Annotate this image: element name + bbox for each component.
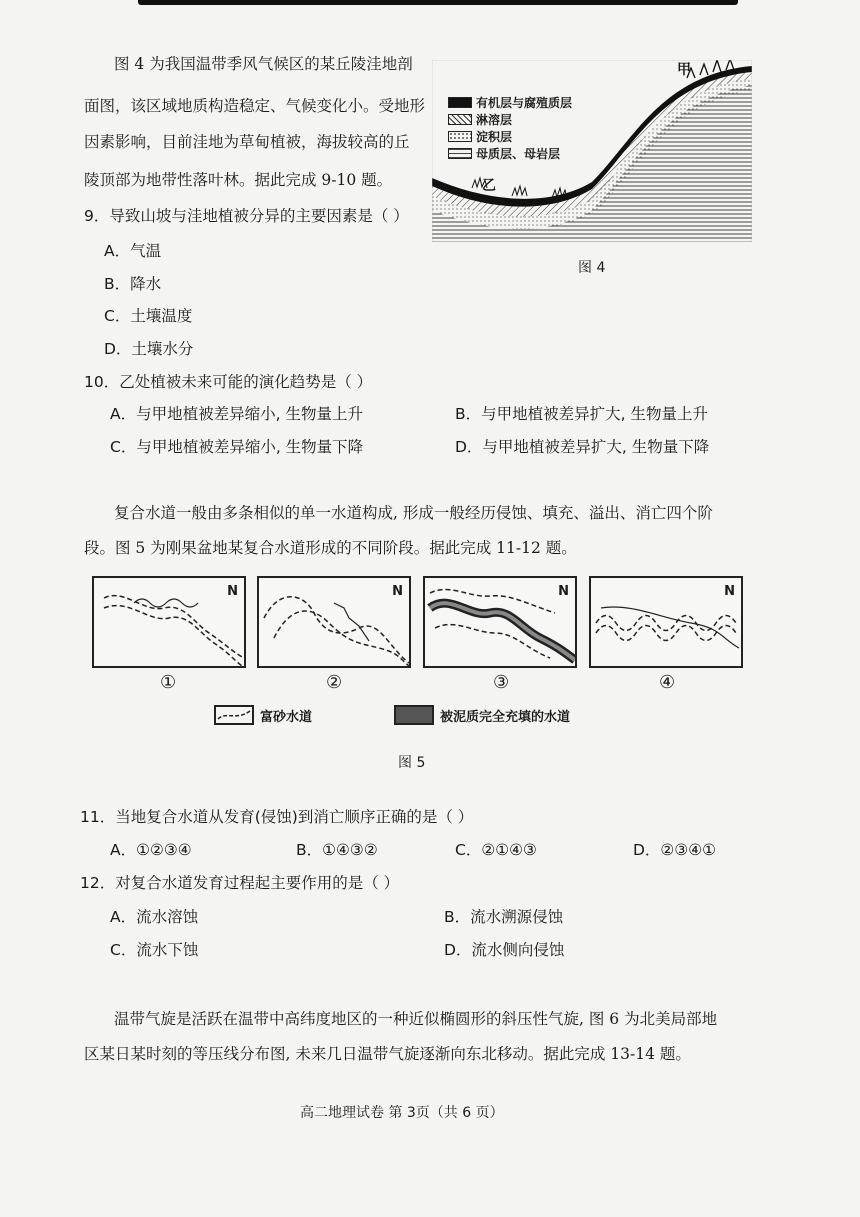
legend-label: 富砂水道 [260, 709, 313, 725]
label-yi: 乙 [482, 178, 496, 194]
legend-item [448, 145, 572, 161]
figure-5-caption: 图 5 [398, 755, 426, 771]
option-d[interactable]: D．与甲地植被差异扩大, 生物量下降 [455, 438, 710, 456]
north-arrow: N [724, 584, 735, 599]
figure-5-legend-sand [214, 705, 312, 725]
legend-swatch-sand-channel [214, 705, 254, 725]
figure-5-legend-mud [394, 705, 570, 725]
option-c[interactable]: C．土壤温度 [104, 307, 193, 325]
legend-swatch-parent [448, 148, 472, 159]
north-arrow: N [227, 584, 238, 599]
figure-5-panel-3 [423, 576, 577, 668]
label-jia: 甲 [677, 62, 691, 78]
top-edge-bar [138, 0, 738, 5]
option-a[interactable]: A．与甲地植被差异缩小, 生物量上升 [110, 405, 363, 423]
panel-number: ③ [493, 672, 510, 693]
legend-label: 被泥质完全充填的水道 [440, 709, 571, 725]
legend-item [448, 128, 572, 144]
option-b[interactable]: B．与甲地植被差异扩大, 生物量上升 [455, 405, 708, 423]
option-a[interactable]: A．流水溶蚀 [110, 908, 199, 926]
figure-4-caption: 图 4 [578, 260, 606, 276]
option-b[interactable]: B．降水 [104, 275, 162, 293]
option-d[interactable]: D．②③④① [633, 841, 717, 859]
north-arrow: N [558, 584, 569, 599]
option-d[interactable]: D．土壤水分 [104, 340, 194, 358]
intro-line: 段。图 5 为刚果盆地某复合水道形成的不同阶段。据此完成 11-12 题。 [84, 539, 577, 557]
north-arrow: N [392, 584, 403, 599]
legend-item [448, 111, 572, 127]
option-a[interactable]: A．气温 [104, 242, 162, 260]
legend-swatch-illuvial [448, 131, 472, 142]
option-c[interactable]: C．②①④③ [455, 841, 537, 859]
panel-number: ② [326, 672, 343, 693]
legend-swatch-mud-filled [394, 705, 434, 725]
figure-5-panel-4 [589, 576, 743, 668]
option-b[interactable]: B．①④③② [296, 841, 378, 859]
option-a[interactable]: A．①②③④ [110, 841, 192, 859]
page-footer: 高二地理试卷 第 3页（共 6 页） [300, 1105, 504, 1121]
option-c[interactable]: C．与甲地植被差异缩小, 生物量下降 [110, 438, 364, 456]
legend-item [448, 94, 572, 110]
option-c[interactable]: C．流水下蚀 [110, 941, 199, 959]
option-b[interactable]: B．流水溯源侵蚀 [444, 908, 564, 926]
legend-swatch-eluvial [448, 114, 472, 125]
panel-number: ① [160, 672, 177, 693]
figure-5-panel-2 [257, 576, 411, 668]
intro-line: 温带气旋是活跃在温带中高纬度地区的一种近似椭圆形的斜压性气旋, 图 6 为北美局部地 [114, 1010, 718, 1028]
figure-4-legend [448, 94, 572, 162]
question-stem: 12．对复合水道发育过程起主要作用的是（ ） [80, 874, 400, 892]
intro-line: 复合水道一般由多条相似的单一水道构成, 形成一般经历侵蚀、填充、溢出、消亡四个阶 [114, 504, 713, 522]
question-stem: 11．当地复合水道从发育(侵蚀)到消亡顺序正确的是（ ） [80, 808, 474, 826]
question-stem: 9．导致山坡与洼地植被分异的主要因素是（ ） [84, 207, 409, 225]
legend-label: 母质层、母岩层 [476, 146, 561, 161]
intro-line: 陵顶部为地带性落叶林。据此完成 9-10 题。 [84, 171, 393, 189]
intro-line: 图 4 为我国温带季风气候区的某丘陵洼地剖 [114, 55, 413, 73]
intro-line: 面图，该区域地质构造稳定、气候变化小。受地形 [84, 97, 426, 115]
intro-line: 区某日某时刻的等压线分布图, 未来几日温带气旋逐渐向东北移动。据此完成 13-14 题。 [84, 1045, 691, 1063]
legend-label: 淋溶层 [476, 112, 513, 127]
figure-5-panel-1 [92, 576, 246, 668]
legend-swatch-organic [448, 97, 472, 108]
question-stem: 10．乙处植被未来可能的演化趋势是（ ） [84, 373, 373, 391]
legend-label: 淀积层 [476, 129, 513, 144]
legend-label: 有机层与腐殖质层 [476, 95, 573, 110]
panel-number: ④ [659, 672, 676, 693]
option-d[interactable]: D．流水侧向侵蚀 [444, 941, 565, 959]
intro-line: 因素影响，目前洼地为草甸植被，海拔较高的丘 [84, 133, 410, 151]
